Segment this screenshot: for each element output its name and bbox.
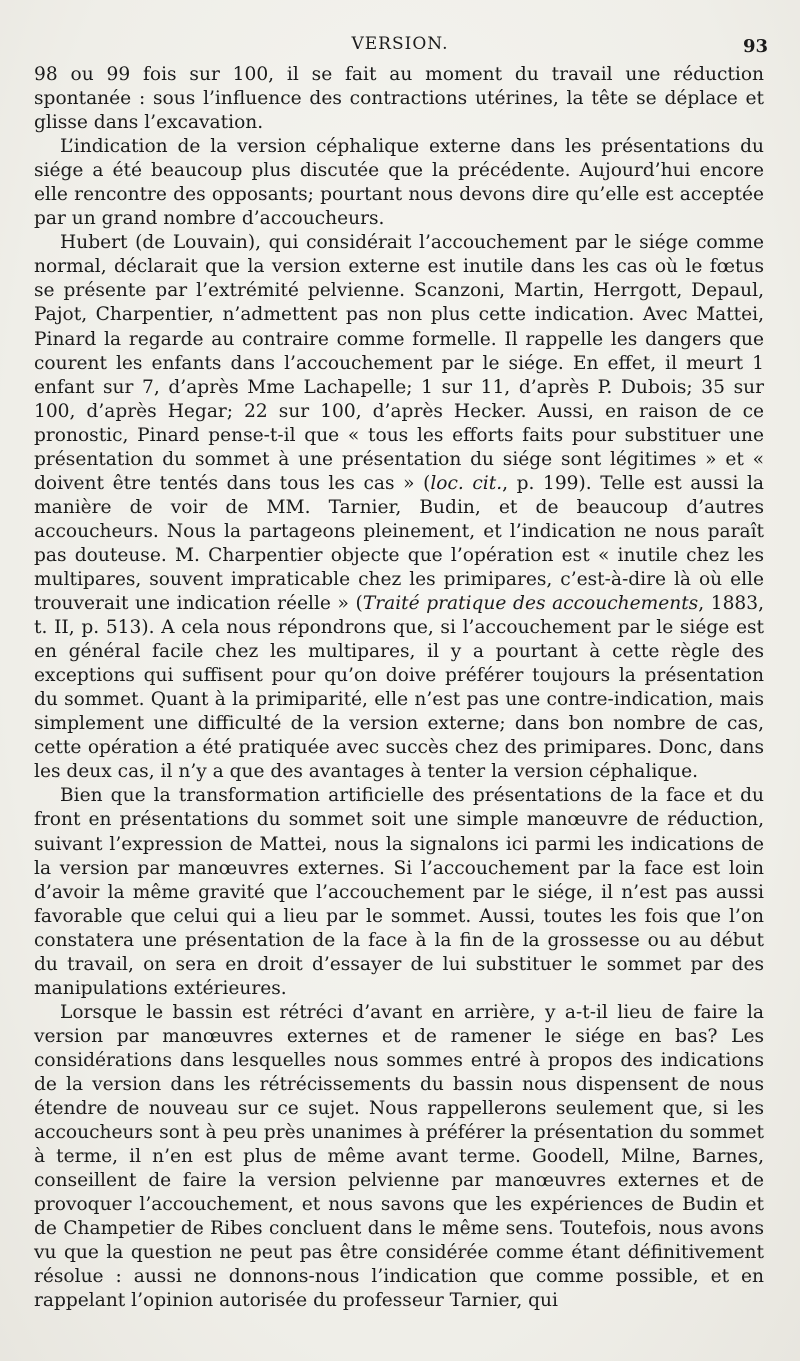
paragraph-text: , 1883, t. II, p. 513). A cela nous répondrons que, si l’accouchement par le siége est en général facile chez les multipares, il y a pourtant à cette règle des exceptions qui suffisent pour qu’on doive préférer toujours la présentation du sommet. Quant à la primiparité, elle n’est pas une contre-indication, mais simplement une difficulté de la version externe; dans bon nombre de cas, cette opération a été pratiquée avec succès chez des primipares. Donc, dans les deux cas, il n’y a que des avantages à tenter la version céphalique.	[34, 593, 764, 783]
body-text	[34, 63, 764, 1313]
paragraph-text: Hubert (de Louvain), qui considérait l’accouchement par le siége comme normal, déclarait que la version externe est inutile dans les cas où le fœtus se présente par l’extrémité pelvienne. Scanzoni, Martin, Herrgott, Depaul, Pajot, Charpentier, n’admettent pas non plus cette indication. Avec Mattei, Pinard la regarde au contraire comme formelle. Il rappelle les dangers que courent les enfants dans l’accouchement par le siége. En effet, il meurt 1 enfant sur 7, d’après Mme Lachapelle; 1 sur 11, d’après P. Dubois; 35 sur 100, d’après Hegar; 22 sur 100, d’après Hecker. Aussi, en raison de ce pronostic, Pinard pense-t-il que « tous les efforts faits pour substituer une présentation du sommet à une présentation du siége sont légitimes » et « doivent être tentés dans tous les cas » (	[34, 232, 764, 494]
paragraph-hubert-louvain	[34, 231, 764, 784]
paragraph-face-presentation: Bien que la transformation artificielle des présentations de la face et du front en présentations du sommet soit une simple manœuvre de réduction, suivant l’expression de Mattei, nous la signalons ici parmi les indications de la version par manœuvres externes. Si l’accouchement par la face est loin d’avoir la même gravité que l’accouchement par le siége, il n’est pas aussi favorable que celui qui a lieu par le sommet. Aussi, toutes les fois que l’on constatera une présentation de la face à la fin de la grossesse ou au début du travail, on sera en droit d’essayer de lui substituer le sommet par des manipulations extérieures.	[34, 785, 764, 999]
paragraph-continuation: 98 ou 99 fois sur 100, il se fait au moment du travail une réduction spontanée : sous l’influence des contractions utérines, la tête se déplace et glisse dans l’excavation.	[34, 64, 764, 134]
paragraph-narrow-pelvis: Lorsque le bassin est rétréci d’avant en arrière, y a-t-il lieu de faire la version par manœuvres externes et de ramener le siége en bas? Les considérations dans lesquelles nous sommes entré à propos des indications de la version dans les rétrécissements du bassin nous dispensent de nous étendre de nouveau sur ce sujet. Nous rappellerons seulement que, si les accoucheurs sont à peu près unanimes à préférer la présentation du sommet à terme, il n’en est plus de même avant terme. Goodell, Milne, Barnes, conseillent de faire la version pelvienne par manœuvres externes et de provoquer l’accouchement, et nous savons que les expériences de Budin et de Champetier de Ribes concluent dans le même sens. Toutefois, nous avons vu que la question ne peut pas être considérée comme étant définitivement résolue : aussi ne donnons-nous l’indication que comme possible, et en rappelant l’opinion autorisée du professeur Tarnier, qui	[34, 1001, 764, 1312]
paragraph-cephalic-version-breech: L’indication de la version céphalique externe dans les présentations du siége a été beaucoup plus discutée que la précédente. Aujourd’hui encore elle rencontre des opposants; pourtant nous devons dire qu’elle est acceptée par un grand nombre d’accoucheurs.	[34, 136, 764, 230]
citation: loc. cit.	[430, 472, 503, 494]
running-head	[0, 34, 800, 58]
citation: Traité pratique des accouchements	[362, 593, 699, 615]
paragraph-text: , p. 199). Telle est aussi la manière de voir de MM. Tarnier, Budin, et de beaucoup d’autres accoucheurs. Nous la partageons pleinement, et l’indication ne nous paraît pas douteuse. M. Charpentier objecte que l’opération est « inutile chez les multipares, souvent impraticable chez les primipares, c’est-à-dire là où elle trouverait une indication réelle » (	[34, 472, 764, 615]
running-title: VERSION.	[351, 34, 449, 54]
page-number: 93	[742, 36, 768, 57]
